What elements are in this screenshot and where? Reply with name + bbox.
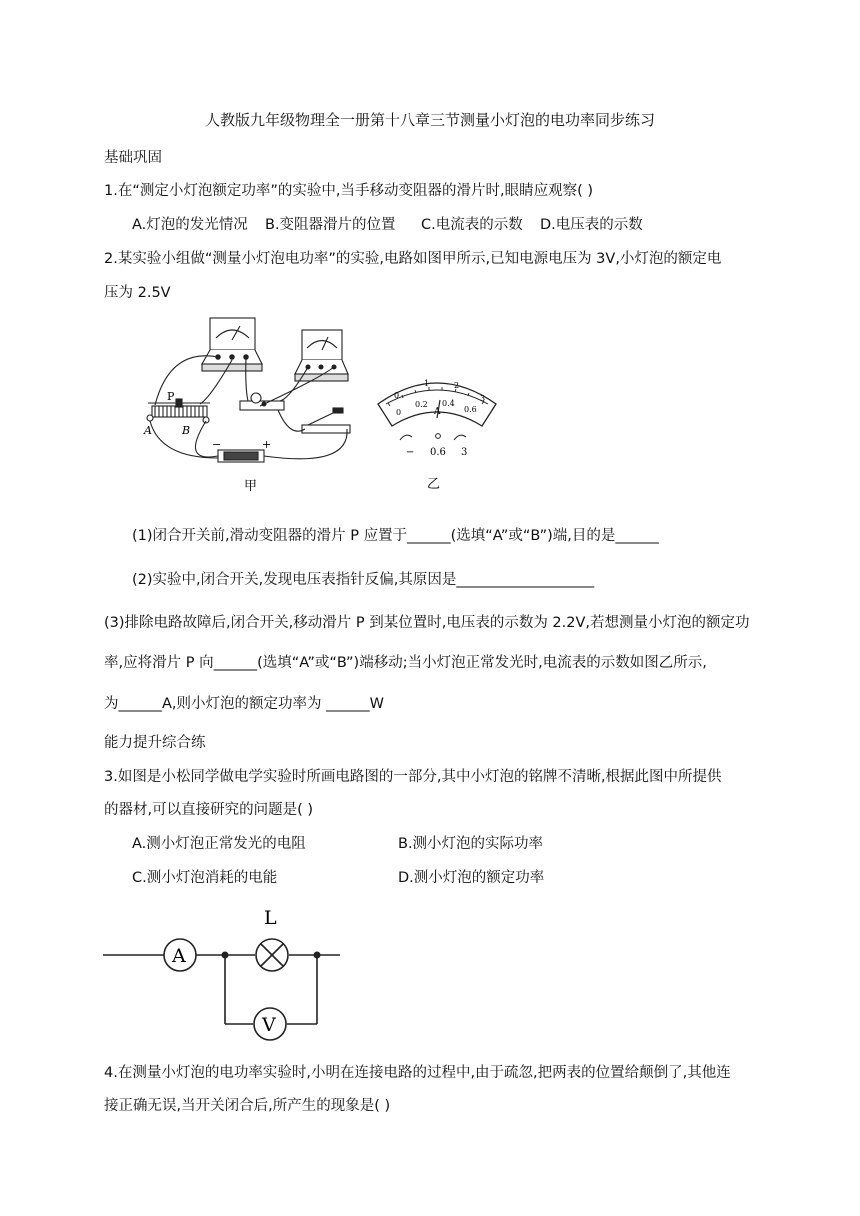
q3-option-a: A.测小灯泡正常发光的电阻 <box>132 836 306 852</box>
q4-stem-line2: 接正确无误,当开关闭合后,所产生的现象是( ) <box>104 1098 391 1114</box>
page-title: 人教版九年级物理全一册第十八章三节测量小灯泡的电功率同步练习 <box>204 111 655 129</box>
q3-stem-line1: 3.如图是小松同学做电学实验时所画电路图的一部分,其中小灯泡的铭牌不清晰,根据此图中所提供 <box>104 769 722 785</box>
ammeter-label: A <box>172 945 186 967</box>
figure-yi-caption: 乙 <box>427 477 441 492</box>
voltmeter-label: V <box>262 1014 276 1036</box>
q2-sub3-line2: 率,应将滑片 P 向______(选填“A”或“B”)端移动;当小灯泡正常发光时,电流表的示数如图乙所示, <box>104 655 707 671</box>
terminal-minus: − <box>406 447 415 458</box>
q2-stem-line2: 压为 2.5V <box>104 285 171 301</box>
rheostat-label-p: P <box>167 390 175 403</box>
battery-device <box>218 450 264 462</box>
dial-bottom-tick-0: 0 <box>396 408 402 417</box>
dial-unit: A <box>434 407 441 417</box>
section-heading-basic: 基础巩固 <box>104 150 162 166</box>
voltmeter-device <box>295 330 348 381</box>
battery-label-plus: + <box>262 438 272 451</box>
rheostat-device <box>147 399 210 423</box>
rheostat-label-a: A <box>144 424 152 437</box>
dial-bottom-tick-1: 0.2 <box>415 400 428 409</box>
q1-option-b: B.变阻器滑片的位置 <box>265 217 396 233</box>
switch-device <box>302 408 350 433</box>
q1-option-d: D.电压表的示数 <box>540 217 643 233</box>
q2-sub3-line3: 为______A,则小灯泡的额定功率为 ______W <box>104 696 384 712</box>
ammeter-device <box>202 318 262 371</box>
q3-option-b: B.测小灯泡的实际功率 <box>398 836 544 852</box>
junction-dot-right <box>314 952 321 959</box>
q1-option-c: C.电流表的示数 <box>421 217 523 233</box>
figure-jia-apparatus <box>140 308 360 498</box>
q3-option-d: D.测小灯泡的额定功率 <box>398 870 545 886</box>
q2-stem-line1: 2.某实验小组做“测量小灯泡电功率”的实验,电路如图甲所示,已知电源电压为 3V,小灯泡的额定电 <box>104 251 722 267</box>
q3-stem-line2: 的器材,可以直接研究的问题是( ) <box>104 802 314 818</box>
q3-circuit-diagram <box>100 900 350 1050</box>
q4-stem-line1: 4.在测量小灯泡的电功率实验时,小明在连接电路的过程中,由于疏忽,把两表的位置给颠倒了,其他连 <box>104 1065 731 1081</box>
dial-bottom-tick-2: 0.4 <box>442 399 455 408</box>
figure-jia-caption: 甲 <box>244 479 258 494</box>
dial-top-tick-0: 0 <box>394 391 400 400</box>
terminal-3: 3 <box>461 447 468 458</box>
battery-label-minus: − <box>212 438 222 451</box>
lamp-label: L <box>264 907 277 929</box>
q1-stem: 1.在“测定小灯泡额定功率”的实验中,当手移动变阻器的滑片时,眼睛应观察( ) <box>104 183 593 199</box>
figure-yi-ammeter-dial <box>372 374 502 496</box>
dial-bottom-tick-3: 0.6 <box>464 405 477 414</box>
section-heading-advanced: 能力提升综合练 <box>104 735 206 751</box>
junction-dot-left <box>222 952 229 959</box>
dial-top-tick-1: 1 <box>424 379 430 388</box>
q2-sub1: (1)闭合开关前,滑动变阻器的滑片 P 应置于______(选填“A”或“B”)端,目的是______ <box>132 528 659 544</box>
q2-sub3-line1: (3)排除电路故障后,闭合开关,移动滑片 P 到某位置时,电压表的示数为 2.2V,若想测量小灯泡的额定功 <box>104 615 750 631</box>
rheostat-label-b: B <box>182 424 191 437</box>
q3-option-c: C.测小灯泡消耗的电能 <box>132 870 278 886</box>
q1-option-a: A.灯泡的发光情况 <box>132 217 248 233</box>
terminal-0-6: 0.6 <box>430 447 446 458</box>
dial-top-tick-3: 3 <box>480 394 486 403</box>
dial-top-tick-2: 2 <box>454 381 460 390</box>
q2-sub2: (2)实验中,闭合开关,发现电压表指针反偏,其原因是___________________ <box>132 572 595 588</box>
